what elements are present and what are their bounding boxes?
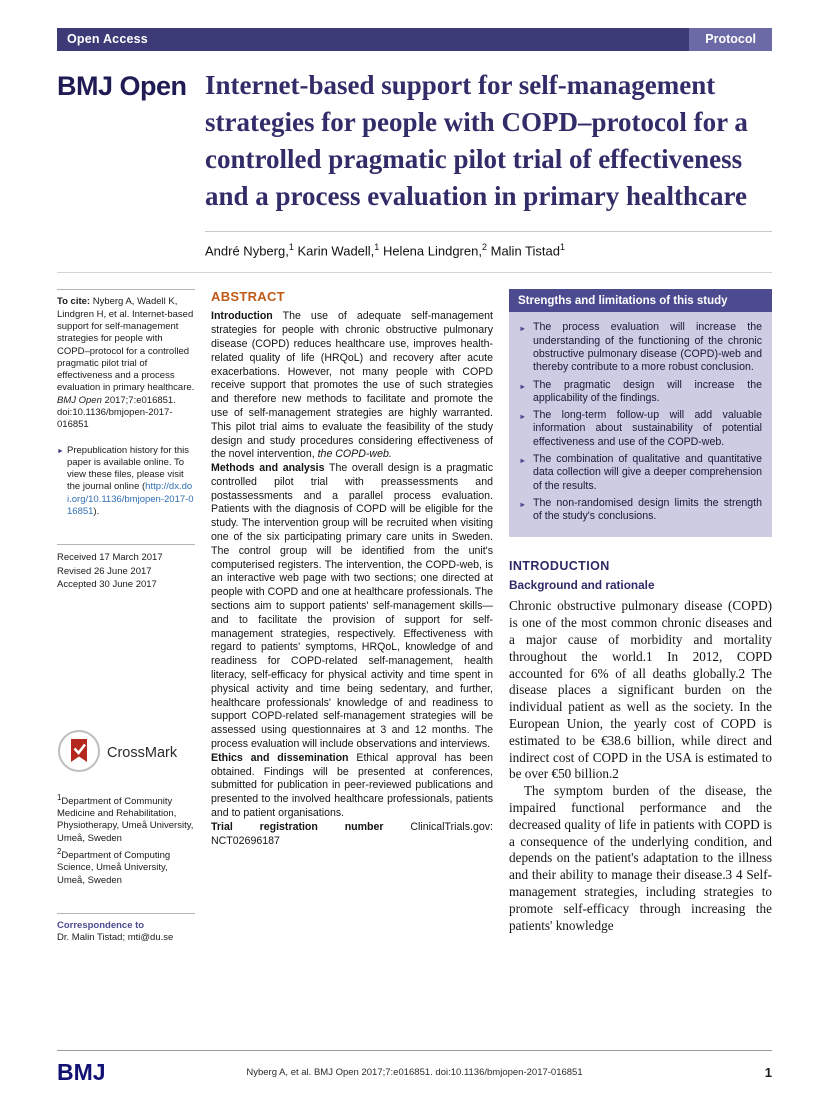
strengths-item: ► The pragmatic design will increase the applicability of the findings.: [519, 379, 762, 406]
prepublication-note: [57, 445, 195, 519]
paragraph-label: Trial registration number: [211, 820, 384, 833]
metadata-column: [57, 289, 195, 944]
bmj-logo: BMJ: [57, 1059, 106, 1085]
body-columns: [57, 289, 772, 944]
paragraph-text: The overall design is a pragmatic controlled pilot trial with preassessments and postassessments and a parallel process evaluation. Patients with the diagnosis of COPD will be eligible for the study. The intervention group will be recruited when visiting one of the six participating primary care units in Sweden. The control group will be identified from the unit's computerised registers. The intervention, the COPD-web, is an interactive web page with two sections; one directed at people with COPD and one at healthcare professionals. The sections aim to support patients' self-management skills—and to facilitate the provision of support for self-management strategies, respectively. Effectiveness with regard to patients' symptoms, HRQoL, knowledge of and readiness for COPD-related self-management, health literacy, self-efficacy for physical activity and time spent in physical activity and time being sedentary, and further, healthcare professionals' knowledge of and readiness to support COPD-related self-management strategies will be assessed using questionnaires at 3 and 12 months. The process evaluation will include observations and interviews.: [211, 462, 493, 751]
to-cite-label: To cite:: [57, 296, 91, 308]
prepub-text: Prepublication history for this paper is available online. To view these files, please visit the journal online (: [67, 444, 189, 493]
article-type-badge: Protocol: [689, 28, 772, 51]
authors-line: [205, 231, 772, 270]
main-text-column: [509, 289, 772, 944]
strengths-box-title: Strengths and limitations of this study: [509, 289, 772, 312]
open-access-label: Open Access: [67, 32, 148, 46]
abstract-column: [211, 289, 493, 944]
affiliation-text: Department of Computing Science, Umeå University, Umeå, Sweden: [57, 850, 171, 886]
intro-paragraph-1: Chronic obstructive pulmonary disease (COPD) is one of the most common chronic diseases and a major cause of morbidity and mortality throughout the world.1 In 2012, COPD accounted for 6% of all deaths globally.2 The disease places a significant burden on the individual patient as well as the society. In the European Union, the yearly cost of COPD is estimated to be €38.6 billion, while direct and indirect cost of COPD in the USA is estimated to be over €50 billion.2: [509, 598, 772, 782]
paragraph-label: Introduction: [211, 310, 273, 323]
accepted-date: Accepted 30 June 2017: [57, 578, 157, 590]
received-date: Received 17 March 2017: [57, 552, 163, 564]
affiliation-sup: 2: [57, 846, 62, 856]
affiliation-2: [57, 846, 195, 887]
page-footer: [57, 1050, 772, 1086]
affiliations: [57, 792, 195, 887]
page-number: 1: [764, 1065, 772, 1080]
author-name: Karin Wadell,: [297, 243, 375, 259]
masthead-bar: [57, 28, 772, 51]
author-name: André Nyberg,: [205, 243, 289, 259]
author-affiliation-sup: 1: [559, 242, 565, 252]
correspondence-heading: Correspondence to: [57, 919, 145, 931]
to-cite-text: Nyberg A, Wadell K, Lindgren H, et al. Internet-based support for self-management strategies for people with COPD–protocol for a controlled pragmatic pilot trial of effectiveness and a process evaluation in primary healthcare.: [57, 296, 195, 394]
header-divider: [57, 272, 772, 273]
header: [57, 67, 772, 215]
affiliation-sup: 1: [57, 792, 62, 802]
crossmark-badge[interactable]: [57, 729, 195, 777]
paragraph-label: Methods and analysis: [211, 462, 325, 475]
paragraph-label: Ethics and dissemination: [211, 751, 349, 764]
to-cite-block: [57, 289, 195, 431]
abstract-heading: ABSTRACT: [211, 289, 285, 305]
to-cite-doi: 2017;7:e016851. doi:10.1136/bmjopen-2017-016851: [57, 394, 176, 431]
prepub-doi-link[interactable]: http://dx.doi.org/10.1136/bmjopen-2017-016851: [67, 481, 194, 518]
article-title: Internet-based support for self-management strategies for people with COPD–protocol for a controlled pragmatic pilot trial of effectiveness and a process evaluation in primary healthcare: [205, 70, 748, 211]
crossmark-icon: [57, 729, 101, 777]
strengths-item: ► The process evaluation will increase the understanding of the functioning of the chronic obstructive pulmonary disease (COPD)-web and thereby contribute to a more robust conclusion.: [519, 321, 762, 374]
strengths-box: [509, 289, 772, 537]
author-affiliation-sup: 1: [288, 242, 294, 252]
author-name: Helena Lindgren,: [382, 243, 482, 259]
abstract-paragraph-introduction: [211, 310, 493, 462]
introduction-text: [509, 598, 772, 934]
author-affiliation-sup: 2: [481, 242, 487, 252]
affiliation-1: [57, 792, 195, 845]
paragraph-text: Ethical approval has been obtained. Findings will be presented at conferences, submitted for publication in peer-reviewed publications and presented to the involved healthcare professionals, patients and to patient organisations.: [211, 751, 493, 820]
paragraph-text: ClinicalTrials.gov: NCT02696187: [211, 820, 493, 847]
strengths-item: ► The non-randomised design limits the strength of the study's conclusions.: [519, 497, 762, 524]
abstract-paragraph-trial-registration: [211, 821, 493, 849]
journal-logo: BMJ Open: [57, 71, 187, 101]
correspondence-block: [57, 913, 195, 945]
abstract-paragraph-ethics: [211, 752, 493, 821]
strengths-box-body: [509, 312, 772, 537]
author-name: Malin Tistad: [490, 243, 560, 259]
strengths-item: ► The long-term follow-up will add valuable information about sustainability of potential effectiveness and use of the COPD-web.: [519, 409, 762, 449]
introduction-heading: INTRODUCTION: [509, 559, 610, 574]
crossmark-label: CrossMark: [107, 745, 178, 762]
history-dates: [57, 544, 195, 591]
background-subheading: Background and rationale: [509, 578, 655, 593]
paragraph-italic: the COPD-web.: [317, 448, 392, 461]
footer-citation: Nyberg A, et al. BMJ Open 2017;7:e016851. doi:10.1136/bmjopen-2017-016851: [246, 1067, 583, 1078]
prepub-text-after: ).: [93, 506, 100, 518]
affiliation-text: Department of Community Medicine and Rehabilitation, Physiotherapy, Umeå University, Umeå, Sweden: [57, 795, 194, 844]
to-cite-journal: BMJ Open: [57, 394, 102, 406]
revised-date: Revised 26 June 2017: [57, 565, 152, 577]
strengths-item: ► The combination of qualitative and quantitative data collection will give a deeper comprehension of the results.: [519, 453, 762, 493]
author-affiliation-sup: 1: [374, 242, 380, 252]
abstract-paragraph-methods: [211, 462, 493, 752]
intro-paragraph-2: The symptom burden of the disease, the impaired functional performance and the decreased quality of life in patients with COPD is a consequence of the underlying condition, and depends on the patient's adaptation to the illness and their ability to manage their disease.3 4 Self-management strategies, including strategies to promote self-efficacy through increasing the patients' knowledge: [509, 783, 772, 933]
triangle-bullet-icon: ►: [57, 447, 64, 455]
paragraph-text: The use of adequate self-management strategies for people with chronic obstructive pulmonary disease (COPD) reduces healthcare use, improves health-related quality of life (HRQoL) and recovery after acute exacerbations. However, not many people with COPD receive support that promotes the use of such strategies and therefore new methods to facilitate and promote the use of self-management strategies are highly warranted. This pilot trial aims to evaluate the feasibility of the study design and study procedures considering effectiveness of the novel intervention,: [211, 310, 493, 461]
strengths-list: [519, 321, 762, 523]
correspondence-text: Dr. Malin Tistad; mti@du.se: [57, 932, 174, 944]
